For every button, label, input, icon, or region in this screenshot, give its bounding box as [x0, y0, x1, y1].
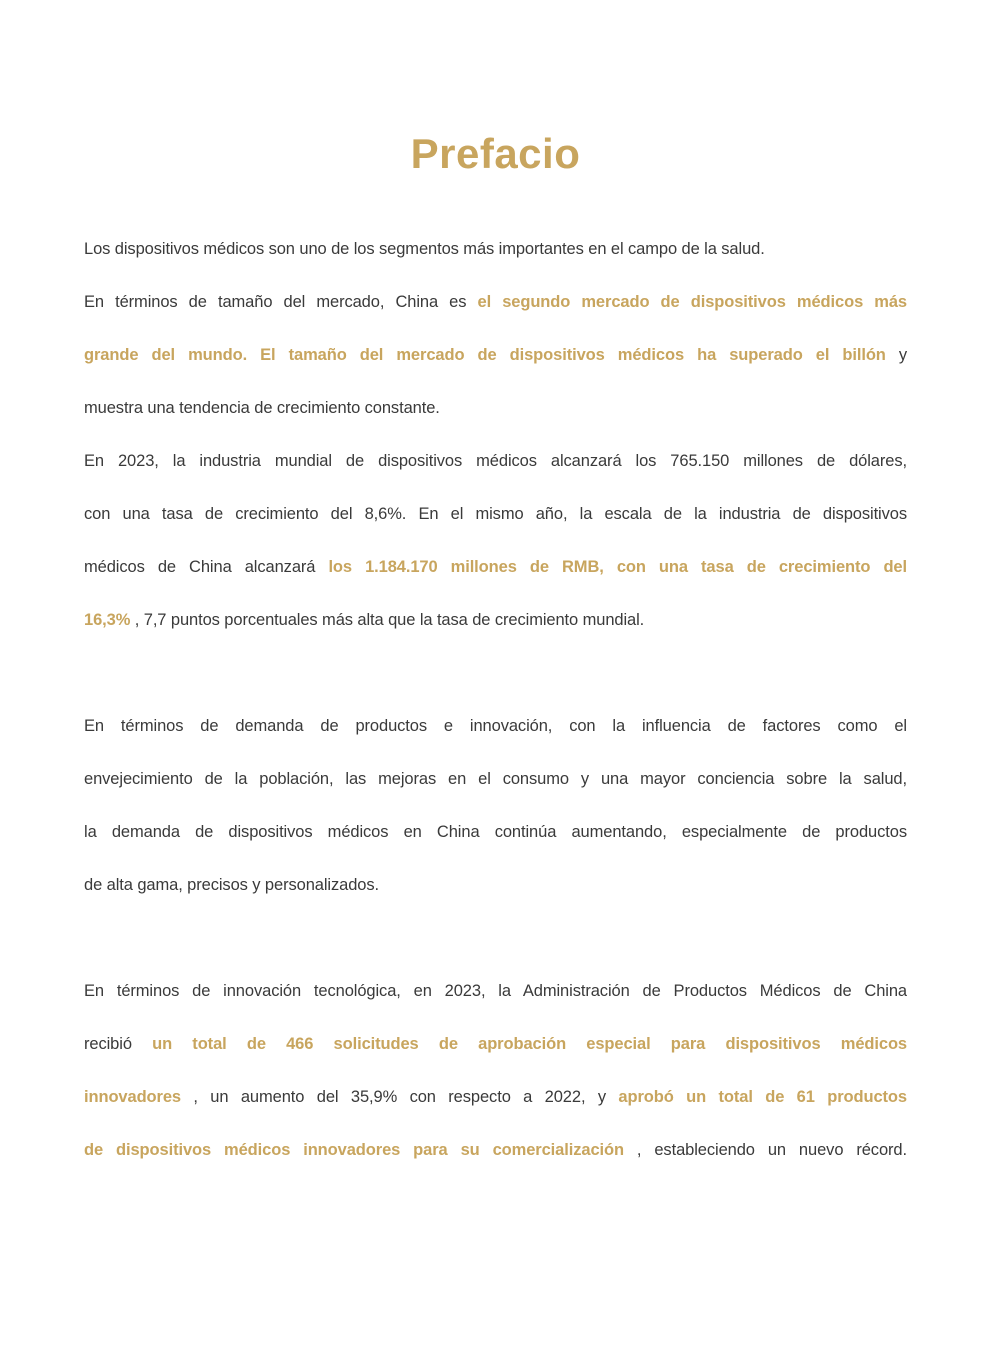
- text-line: [84, 223, 907, 276]
- text-line: [84, 1124, 907, 1177]
- highlight-segment: el segundo mercado de dispositivos médicos más: [477, 293, 907, 311]
- text-segment: En términos de tamaño del mercado, China es: [84, 293, 478, 311]
- text-line: [84, 329, 907, 382]
- highlight-segment: innovadores: [84, 1088, 182, 1106]
- text-line: [84, 435, 907, 488]
- text-segment: En términos de demanda de productos e innovación, con la influencia de factores como el: [84, 717, 907, 735]
- text-segment: En términos de innovación tecnológica, en 2023, la Administración de Productos Médicos de China: [84, 982, 907, 1000]
- paragraph: [84, 700, 907, 912]
- text-segment: , un aumento del 35,9% con respecto a 2022, y: [181, 1088, 619, 1106]
- text-line: [84, 859, 907, 912]
- highlight-segment: de dispositivos médicos innovadores para su comercialización: [84, 1141, 624, 1159]
- text-segment: la demanda de dispositivos médicos en China continúa aumentando, especialmente de productos: [84, 823, 907, 841]
- paragraph: [84, 435, 907, 647]
- page-title: Prefacio: [410, 130, 581, 177]
- highlight-segment: un total de 466 solicitudes de aprobación especial para dispositivos médicos: [152, 1035, 907, 1053]
- page-content: [84, 223, 907, 1177]
- text-line: [84, 806, 907, 859]
- text-line: [84, 594, 907, 647]
- paragraph: [84, 276, 907, 435]
- text-segment: envejecimiento de la población, las mejoras en el consumo y una mayor conciencia sobre la salud,: [84, 770, 907, 788]
- paragraph: [84, 965, 907, 1177]
- text-line: [84, 382, 907, 435]
- text-segment: y: [885, 346, 907, 364]
- highlight-segment: 16,3%: [84, 611, 131, 629]
- text-segment: , estableciendo un nuevo récord.: [623, 1141, 907, 1159]
- text-segment: muestra una tendencia de crecimiento constante.: [84, 399, 440, 417]
- text-line: [84, 276, 907, 329]
- text-line: [84, 965, 907, 1018]
- text-segment: recibió: [84, 1035, 153, 1053]
- text-line: [84, 488, 907, 541]
- text-segment: de alta gama, precisos y personalizados.: [84, 876, 379, 894]
- paragraph: [84, 223, 907, 276]
- text-segment: médicos de China alcanzará: [84, 558, 329, 576]
- text-line: [84, 753, 907, 806]
- text-segment: , 7,7 puntos porcentuales más alta que la tasa de crecimiento mundial.: [130, 611, 645, 629]
- text-line: [84, 541, 907, 594]
- highlight-segment: los 1.184.170 millones de RMB, con una tasa de crecimiento del: [328, 558, 907, 576]
- text-line: [84, 700, 907, 753]
- text-line: [84, 1071, 907, 1124]
- text-segment: con una tasa de crecimiento del 8,6%. En el mismo año, la escala de la industria de dispositivos: [84, 505, 907, 523]
- highlight-segment: grande del mundo. El tamaño del mercado de dispositivos médicos ha superado el billón: [84, 346, 886, 364]
- text-line: [84, 1018, 907, 1071]
- highlight-segment: aprobó un total de 61 productos: [618, 1088, 907, 1106]
- text-segment: En 2023, la industria mundial de dispositivos médicos alcanzará los 765.150 millones de dólares,: [84, 452, 907, 470]
- text-segment: Los dispositivos médicos son uno de los segmentos más importantes en el campo de la salud.: [84, 240, 765, 258]
